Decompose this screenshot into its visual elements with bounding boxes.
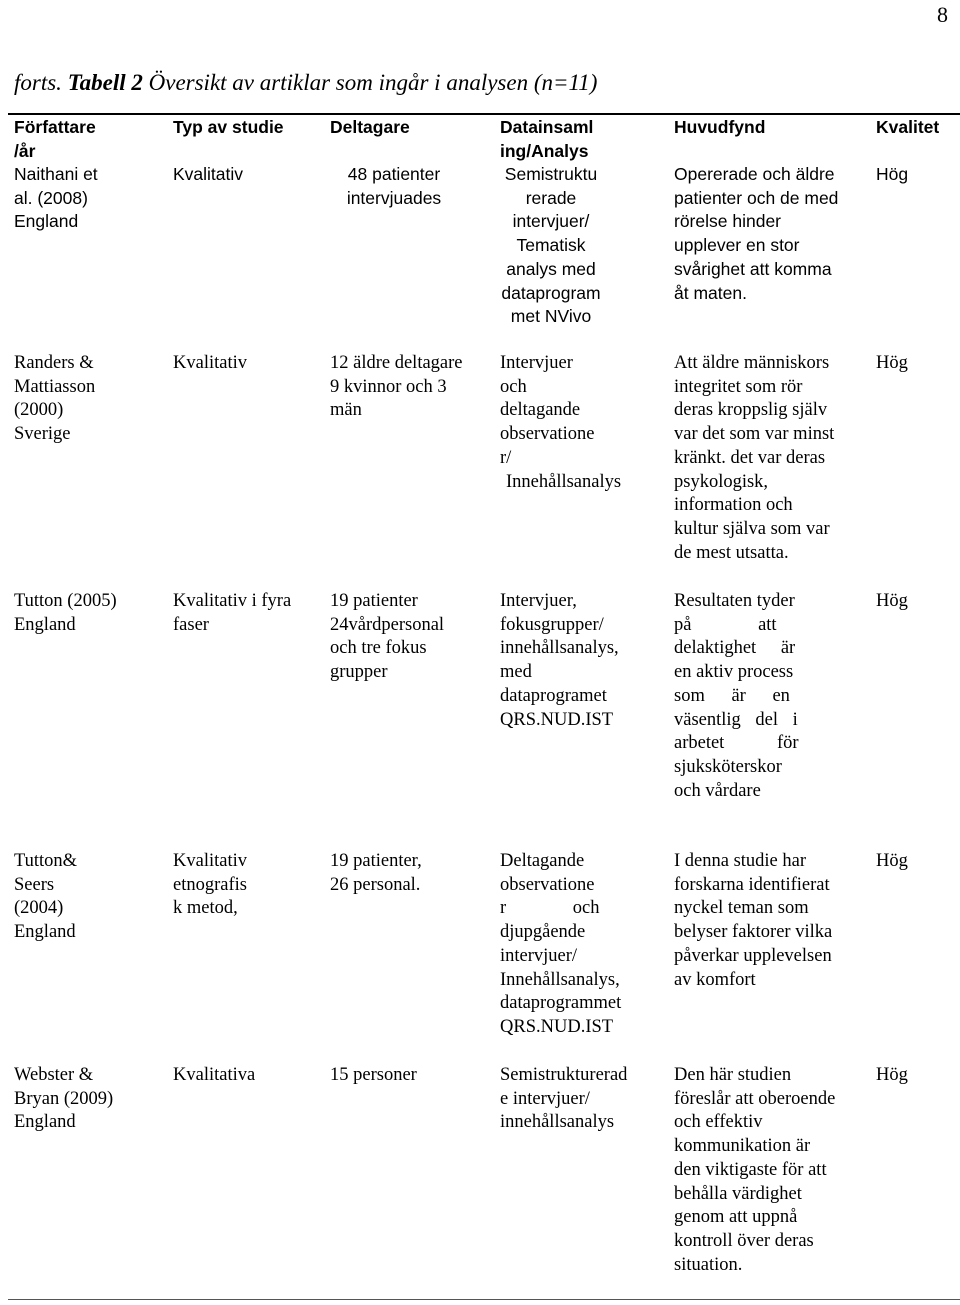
cell-author xyxy=(14,850,154,945)
cell-line: Deltagande xyxy=(500,851,585,871)
header-data-collection xyxy=(500,116,652,163)
cell-line: arbetet för xyxy=(674,733,799,754)
header-study-type xyxy=(173,116,318,140)
cell-line: Seers xyxy=(14,874,55,895)
cell-line: innehållsanalys xyxy=(500,1112,615,1133)
cell-line: föreslår att oberoende xyxy=(674,1088,836,1109)
cell-line: som är en xyxy=(674,685,790,706)
cell-participants xyxy=(330,590,490,685)
cell-line: QRS.NUD.IST xyxy=(500,1016,614,1037)
cell-line: England xyxy=(14,211,79,232)
cell-author xyxy=(14,1064,154,1135)
cell-line: Randers & xyxy=(14,353,94,373)
cell-line: Kvalitativ xyxy=(173,353,247,373)
cell-line: (2004) xyxy=(14,898,64,919)
cell-method xyxy=(500,850,652,1040)
cell-line: Kvalitativ xyxy=(173,164,244,184)
cell-line: rörelse hinder xyxy=(674,211,781,232)
cell-findings xyxy=(674,163,864,305)
header-main-findings-line: Huvudfynd xyxy=(674,117,766,137)
cell-line: kontroll över deras xyxy=(674,1230,814,1251)
header-data-collection-line: ing/Analys xyxy=(500,140,589,161)
cell-study-type xyxy=(173,352,318,376)
cell-line: sjuksköterskor xyxy=(674,756,782,777)
cell-line: England xyxy=(14,1112,76,1133)
cell-line: I denna studie har xyxy=(674,851,807,871)
cell-line: Kvalitativa xyxy=(173,1065,256,1085)
cell-line: al. (2008) xyxy=(14,187,88,208)
page-number: 8 xyxy=(937,2,948,27)
cell-line: och vårdare xyxy=(674,780,761,801)
cell-line: Opererade och äldre xyxy=(674,164,835,184)
cell-line: Hög xyxy=(876,1065,908,1085)
cell-line: analys med xyxy=(506,258,596,279)
cell-line: Hög xyxy=(876,591,908,611)
cell-line: dataprogrammet xyxy=(500,993,622,1014)
cell-line: påverkar upplevelsen xyxy=(674,945,832,966)
cell-line: patienter och de med xyxy=(674,187,839,208)
cell-line: dataprogram xyxy=(501,282,601,303)
cell-line: intervjuer/ xyxy=(500,945,578,966)
cell-line: en aktiv process xyxy=(674,662,794,683)
cell-findings xyxy=(674,352,864,565)
cell-findings xyxy=(674,1064,864,1277)
cell-line: Intervjuer xyxy=(500,353,573,373)
cell-line: Innehållsanalys, xyxy=(500,969,620,990)
cell-line: integritet som rör xyxy=(674,376,803,397)
cell-line: och tre fokus xyxy=(330,638,427,659)
cell-line: var det som var minst xyxy=(674,424,835,445)
cell-quality xyxy=(876,352,960,376)
cell-line: England xyxy=(14,922,76,943)
cell-line: nyckel teman som xyxy=(674,898,809,919)
cell-line: etnografis xyxy=(173,874,247,895)
cell-line: grupper xyxy=(330,662,388,683)
cell-line: Mattiasson xyxy=(14,376,96,397)
cell-line: situation. xyxy=(674,1254,743,1275)
header-author-line: Författare xyxy=(14,117,96,137)
cell-participants xyxy=(330,352,490,423)
cell-line: delaktighet är xyxy=(674,638,796,659)
cell-line: rerade xyxy=(525,187,577,208)
caption-text: Översikt av artiklar som ingår i analysen (n=11) xyxy=(148,70,598,95)
cell-line: Tutton& xyxy=(14,851,78,871)
cell-line: 26 personal. xyxy=(330,874,421,895)
header-participants-line: Deltagare xyxy=(330,117,410,137)
cell-participants xyxy=(330,850,490,897)
cell-line: r/ xyxy=(500,447,512,468)
cell-method xyxy=(500,590,652,732)
cell-study-type xyxy=(173,1064,318,1088)
cell-line: de mest utsatta. xyxy=(674,542,789,563)
cell-line: psykologisk, xyxy=(674,471,769,492)
header-main-findings xyxy=(674,116,864,140)
cell-line: observatione xyxy=(500,874,595,895)
cell-line: QRS.NUD.IST xyxy=(500,709,614,730)
header-data-collection-line: Datainsaml xyxy=(500,117,594,137)
cell-line: Semistruktu xyxy=(504,164,598,184)
cell-line: Intervjuer, xyxy=(500,591,577,611)
cell-participants xyxy=(330,1064,490,1088)
cell-line: Naithani et xyxy=(14,164,98,184)
cell-line: Den här studien xyxy=(674,1065,792,1085)
cell-line: Bryan (2009) xyxy=(14,1088,114,1109)
cell-method xyxy=(500,1064,652,1135)
cell-line: innehållsanalys, xyxy=(500,638,619,659)
cell-line: Att äldre människors xyxy=(674,353,830,373)
cell-quality xyxy=(876,163,960,187)
cell-line: kultur själva som var xyxy=(674,518,830,539)
cell-line: på att xyxy=(674,614,777,635)
cell-line: män xyxy=(330,400,362,421)
table-bottom-rule xyxy=(8,1299,960,1300)
cell-method xyxy=(500,352,652,494)
cell-line: faser xyxy=(173,614,209,635)
cell-study-type xyxy=(173,850,318,921)
cell-line: av komfort xyxy=(674,969,756,990)
cell-line: 9 kvinnor och 3 xyxy=(330,376,447,397)
cell-line: Resultaten tyder xyxy=(674,591,795,611)
cell-method xyxy=(490,163,612,329)
cell-line: information och xyxy=(674,495,793,516)
cell-line: upplever en stor xyxy=(674,235,800,256)
cell-line: behålla värdighet xyxy=(674,1183,802,1204)
cell-quality xyxy=(876,850,960,874)
cell-line: Semistrukturerad xyxy=(500,1065,628,1085)
cell-line: Tematisk xyxy=(516,235,586,256)
cell-line: och xyxy=(500,376,527,397)
cell-study-type xyxy=(173,163,318,187)
header-participants xyxy=(330,116,490,140)
cell-study-type xyxy=(173,590,318,637)
cell-findings xyxy=(674,850,864,992)
cell-line: forskarna identifierat xyxy=(674,874,830,895)
cell-line: intervjuer/ xyxy=(512,211,590,232)
cell-author xyxy=(14,590,154,637)
cell-line: fokusgrupper/ xyxy=(500,614,604,635)
table-caption xyxy=(14,70,597,96)
cell-line: och effektiv xyxy=(674,1112,763,1133)
cell-line: åt maten. xyxy=(674,282,747,303)
cell-line: svårighet att komma xyxy=(674,258,832,279)
header-study-type-line: Typ av studie xyxy=(173,117,284,137)
cell-line: Tutton (2005) xyxy=(14,591,117,611)
cell-line: r och xyxy=(500,898,600,919)
cell-quality xyxy=(876,590,960,614)
header-author-line: /år xyxy=(14,140,36,161)
cell-line: Kvalitativ i fyra xyxy=(173,591,292,611)
cell-line: deras kroppslig själv xyxy=(674,400,828,421)
cell-line: Innehållsanalys xyxy=(506,471,622,492)
cell-line: genom att uppnå xyxy=(674,1207,798,1228)
cell-line: 19 patienter, xyxy=(330,851,422,871)
cell-line: Hög xyxy=(876,353,908,373)
cell-line: Kvalitativ xyxy=(173,851,247,871)
cell-line: met NVivo xyxy=(510,306,592,327)
cell-line: Sverige xyxy=(14,424,71,445)
cell-line: Hög xyxy=(876,851,908,871)
cell-participants xyxy=(320,163,468,210)
cell-line: med xyxy=(500,662,532,683)
cell-line: väsentlig del i xyxy=(674,709,798,730)
cell-line: intervjuades xyxy=(346,187,442,208)
cell-line: England xyxy=(14,614,76,635)
cell-author xyxy=(14,163,154,234)
cell-line: 24vårdpersonal xyxy=(330,614,445,635)
cell-quality xyxy=(876,1064,960,1088)
cell-line: belyser faktorer vilka xyxy=(674,922,833,943)
cell-line: deltagande xyxy=(500,400,581,421)
cell-line: kommunikation är xyxy=(674,1136,811,1157)
caption-label: Tabell 2 xyxy=(67,70,143,95)
cell-line: kränkt. det var deras xyxy=(674,447,826,468)
cell-line: den viktigaste för att xyxy=(674,1159,827,1180)
header-quality xyxy=(876,116,960,140)
cell-line: 19 patienter xyxy=(330,591,418,611)
cell-line: observatione xyxy=(500,424,595,445)
header-quality-line: Kvalitet xyxy=(876,117,940,137)
cell-line: 48 patienter xyxy=(347,164,441,184)
cell-line: 12 äldre deltagare xyxy=(330,353,463,373)
cell-author xyxy=(14,352,154,447)
cell-line: e intervjuer/ xyxy=(500,1088,590,1109)
cell-line: 15 personer xyxy=(330,1065,417,1085)
cell-line: dataprogramet xyxy=(500,685,607,706)
cell-line: (2000) xyxy=(14,400,64,421)
table-top-rule xyxy=(8,113,960,115)
cell-line: Hög xyxy=(876,164,909,184)
cell-findings xyxy=(674,590,810,803)
cell-line: djupgående xyxy=(500,922,586,943)
cell-line: k metod, xyxy=(173,898,238,919)
caption-prefix: forts. xyxy=(14,70,62,95)
cell-line: Webster & xyxy=(14,1065,94,1085)
header-author xyxy=(14,116,154,163)
